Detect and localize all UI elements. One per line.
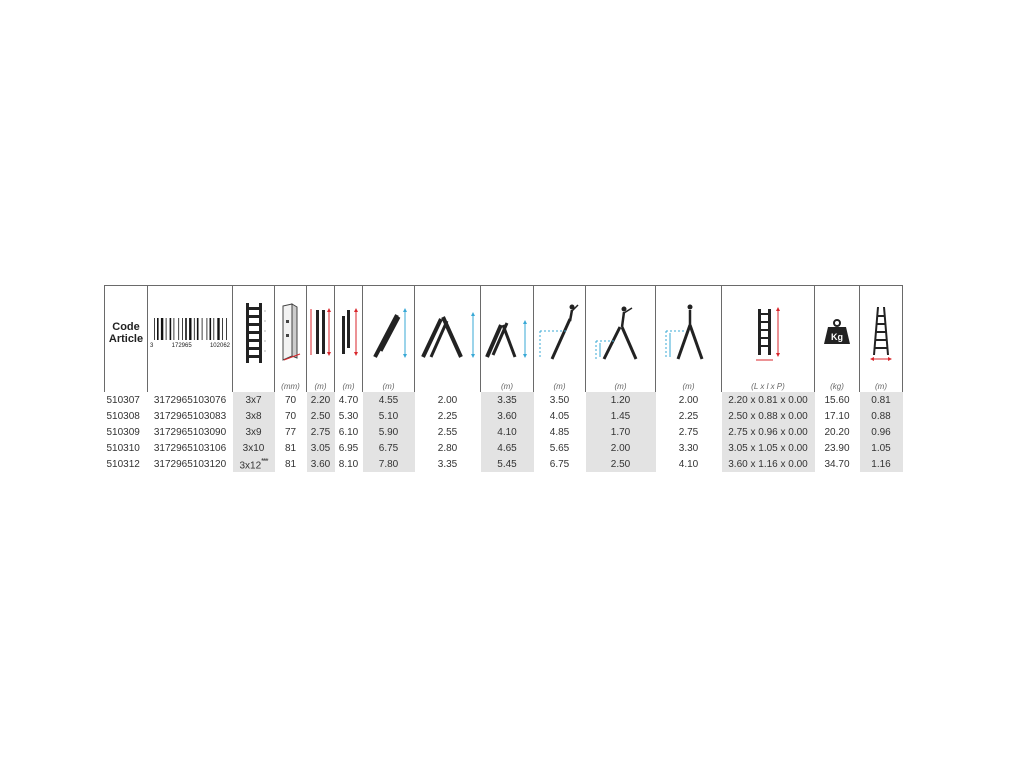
a-frame-header [415, 286, 481, 381]
weight-cell: 17.10 [824, 410, 850, 422]
work-height-staircase-cell: 2.25 [678, 410, 699, 422]
straight-height-cell: 7.80 [363, 456, 415, 472]
closed-height-icon [310, 306, 332, 360]
dimensions-header [722, 286, 815, 381]
extended-length-cell: 5.30 [338, 410, 359, 422]
a-frame-icon [417, 303, 479, 363]
stabilizer-width-icon [866, 303, 896, 363]
staircase-height-cell: 5.45 [481, 456, 534, 472]
unit-cell [148, 380, 233, 392]
config-cell [233, 408, 275, 424]
extended-length-header [335, 286, 363, 381]
closed-height-header [307, 286, 335, 381]
rung-mm-cell: 70 [284, 394, 297, 406]
closed-height-cell: 3.60 [307, 456, 335, 472]
unit-cell [415, 380, 481, 392]
a-frame-height-cell: 2.80 [437, 442, 458, 454]
work-height-aframe-cell: 1.20 [586, 392, 656, 408]
rung-header [275, 286, 307, 381]
barcode-digit-3: 102062 [209, 343, 230, 349]
work-height-aframe-cell: 1.45 [586, 408, 656, 424]
dimensions-cell: 3.60 x 1.16 x 0.00 [722, 456, 815, 472]
work-height-staircase-cell: 2.00 [678, 394, 699, 406]
work-height-straight-cell: 4.85 [549, 426, 570, 438]
config-value: 3x10 [242, 442, 265, 454]
unit-cell: (m) [860, 380, 903, 392]
straight-ladder-header [363, 286, 415, 381]
work-height-staircase-cell: 3.30 [678, 442, 699, 454]
work-height-straight-cell: 4.05 [549, 410, 570, 422]
unit-cell: (m) [363, 380, 415, 392]
work-height-aframe-cell: 1.70 [586, 424, 656, 440]
config-cell [233, 424, 275, 440]
unit-cell: (m) [656, 380, 722, 392]
table-row [105, 392, 903, 408]
barcode-icon [150, 318, 230, 348]
weight-cell: 23.90 [824, 442, 850, 454]
dimensions-cell: 3.05 x 1.05 x 0.00 [722, 440, 815, 456]
extended-length-cell: 4.70 [338, 394, 359, 406]
rung-mm-cell: 81 [284, 458, 297, 470]
config-cell [233, 440, 275, 456]
staircase-height-cell: 4.10 [481, 424, 534, 440]
a-frame-height-cell: 2.00 [437, 394, 458, 406]
rung-mm-cell: 77 [284, 426, 297, 438]
straight-height-cell: 5.10 [363, 408, 415, 424]
table-row [105, 424, 903, 440]
unit-cell: (m) [481, 380, 534, 392]
staircase-height-cell: 4.65 [481, 440, 534, 456]
work-height-staircase-cell: 4.10 [678, 458, 699, 470]
staircase-height-cell: 3.35 [481, 392, 534, 408]
dimensions-cell: 2.20 x 0.81 x 0.00 [722, 392, 815, 408]
code-header [105, 286, 148, 381]
barcode-digit-1: 3 [150, 343, 154, 349]
staircase-icon [483, 303, 531, 363]
dimensions-icon [750, 303, 786, 363]
header-row [105, 286, 903, 381]
weight-icon [822, 318, 852, 348]
weight-cell: 15.60 [824, 394, 850, 406]
working-height-staircase-icon [660, 301, 718, 365]
ean-cell: 3172965103120 [153, 458, 227, 470]
weight-header [815, 286, 860, 381]
unit-cell [105, 380, 148, 392]
code-cell: 510309 [106, 426, 140, 438]
weight-cell: 34.70 [824, 458, 850, 470]
staircase-height-cell: 3.60 [481, 408, 534, 424]
working-height-staircase-header [656, 286, 722, 381]
table-row [105, 456, 903, 472]
weight-cell: 20.20 [824, 426, 850, 438]
barcode-header [148, 286, 233, 381]
working-height-aframe-icon [590, 301, 652, 365]
ean-cell: 3172965103106 [153, 442, 227, 454]
table-row [105, 440, 903, 456]
extended-length-icon [338, 306, 360, 360]
stabilizer-width-cell: 1.05 [860, 440, 903, 456]
dimensions-cell: 2.50 x 0.88 x 0.00 [722, 408, 815, 424]
a-frame-height-cell: 2.55 [437, 426, 458, 438]
ean-cell: 3172965103076 [153, 394, 227, 406]
code-label: Code [112, 321, 140, 333]
work-height-straight-cell: 6.75 [549, 458, 570, 470]
straight-height-cell: 5.90 [363, 424, 415, 440]
unit-cell: (m) [307, 380, 335, 392]
working-height-aframe-header [586, 286, 656, 381]
ean-cell: 3172965103090 [153, 426, 227, 438]
ladder-icon [241, 301, 267, 365]
straight-height-cell: 6.75 [363, 440, 415, 456]
work-height-aframe-cell: 2.50 [586, 456, 656, 472]
footnote-stars: *** [261, 456, 268, 466]
closed-height-cell: 2.50 [307, 408, 335, 424]
work-height-straight-cell: 5.65 [549, 442, 570, 454]
stabilizer-width-cell: 1.16 [860, 456, 903, 472]
work-height-staircase-cell: 2.75 [678, 426, 699, 438]
rung-mm-cell: 81 [284, 442, 297, 454]
code-cell: 510310 [106, 442, 140, 454]
unit-cell: (m) [534, 380, 586, 392]
rung-profile-icon [278, 302, 304, 364]
straight-height-cell: 4.55 [363, 392, 415, 408]
config-cell [233, 392, 275, 408]
config-value: 3x7 [245, 394, 262, 406]
closed-height-cell: 3.05 [307, 440, 335, 456]
code-cell: 510307 [106, 394, 140, 406]
working-height-straight-header [534, 286, 586, 381]
staircase-header [481, 286, 534, 381]
stabilizer-width-cell: 0.81 [860, 392, 903, 408]
unit-cell: (L x l x P) [722, 380, 815, 392]
closed-height-cell: 2.75 [307, 424, 335, 440]
config-value: 3x12 [239, 460, 262, 472]
dimensions-cell: 2.75 x 0.96 x 0.00 [722, 424, 815, 440]
a-frame-height-cell: 3.35 [437, 458, 458, 470]
table-row [105, 408, 903, 424]
unit-cell: (kg) [815, 380, 860, 392]
svg-text:Kg: Kg [831, 332, 843, 342]
unit-cell: (m) [586, 380, 656, 392]
unit-cell [233, 380, 275, 392]
ean-cell: 3172965103083 [153, 410, 227, 422]
extended-length-cell: 6.95 [338, 442, 359, 454]
stabilizer-width-header [860, 286, 903, 381]
a-frame-height-cell: 2.25 [437, 410, 458, 422]
rung-mm-cell: 70 [284, 410, 297, 422]
ladder-header [233, 286, 275, 381]
code-cell: 510312 [106, 458, 140, 470]
config-value: 3x9 [245, 426, 262, 438]
unit-cell: (mm) [275, 380, 307, 392]
config-cell [233, 456, 275, 472]
work-height-straight-cell: 3.50 [549, 394, 570, 406]
working-height-straight-icon [536, 301, 584, 365]
ladder-spec-table [104, 285, 903, 472]
straight-ladder-icon [367, 303, 411, 363]
work-height-aframe-cell: 2.00 [586, 440, 656, 456]
closed-height-cell: 2.20 [307, 392, 335, 408]
units-row [105, 380, 903, 392]
config-value: 3x8 [245, 410, 262, 422]
code-cell: 510308 [106, 410, 140, 422]
extended-length-cell: 8.10 [338, 458, 359, 470]
extended-length-cell: 6.10 [338, 426, 359, 438]
barcode-digit-2: 172965 [171, 343, 192, 349]
article-label: Article [108, 333, 144, 345]
stabilizer-width-cell: 0.88 [860, 408, 903, 424]
stabilizer-width-cell: 0.96 [860, 424, 903, 440]
unit-cell: (m) [335, 380, 363, 392]
